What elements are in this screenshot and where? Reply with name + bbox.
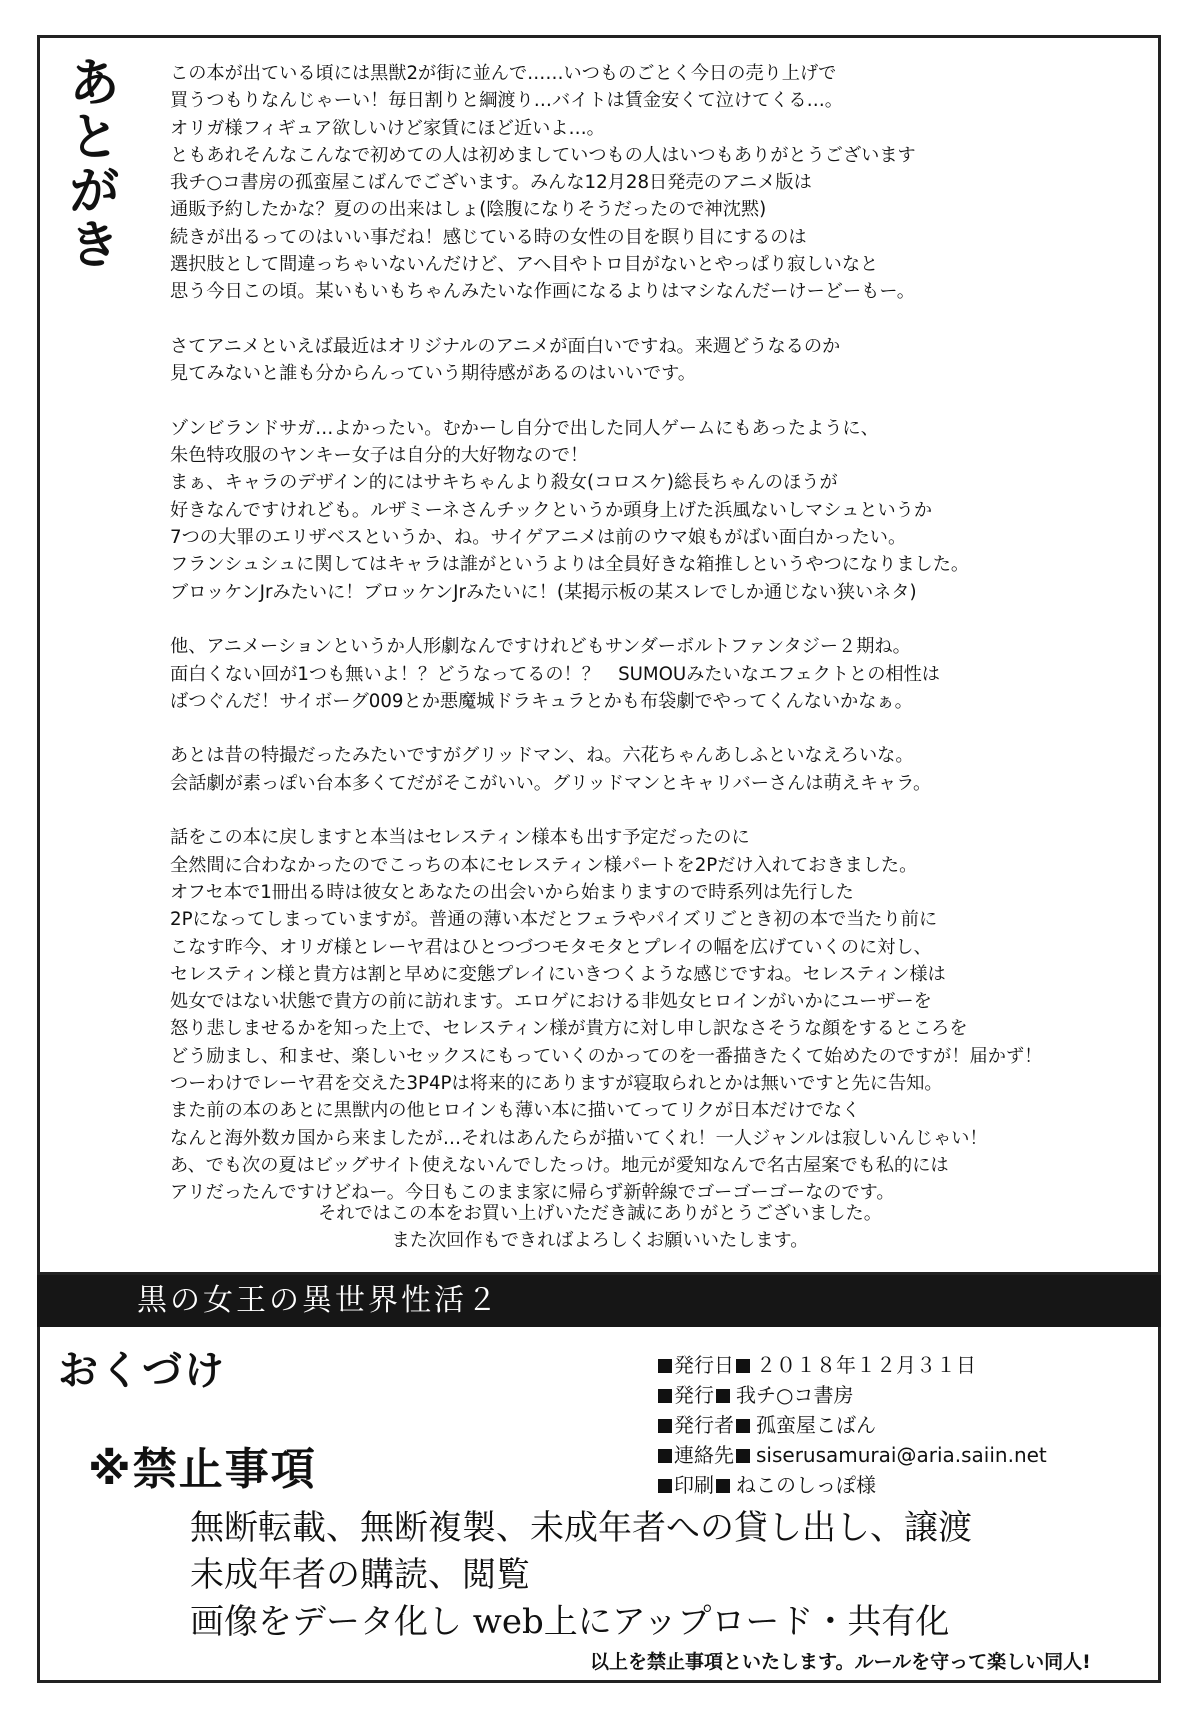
colophon-label: 連絡先 (674, 1443, 734, 1467)
afterword-line: まぁ、キャラのデザイン的にはサキちゃんより殺女(コロスケ)総長ちゃんのほうが (170, 472, 838, 494)
afterword-line: 選択肢として間違っちゃいないんだけど、アヘ目やトロ目がないとやっぱり寂しいなと (170, 254, 879, 276)
afterword-heading: あとがき (59, 55, 119, 271)
square-bullet-icon (658, 1389, 672, 1403)
afterword-line: 好きなんですけれども。ルザミーネさんチックというか頭身上げた浜風ないしマシュというか (170, 499, 933, 521)
afterword-line: どう励まし、和ませ、楽しいセックスにもっていくのかってのを一番描きたくて始めたのですが！届かず！ (170, 1045, 1043, 1067)
afterword-line: オリガ様フィギュア欲しいけど家賃にほど近いよ…。 (170, 117, 605, 139)
afterword-line: 面白くない回が1つも無いよ！？どうなってるの！？ SUMOUみたいなエフェクトとの相性は (170, 663, 940, 685)
afterword-blank-line (170, 306, 1120, 333)
afterword-line: 怒り悲しませるかを知った上で、セレスティン様が貴方に対し申し訳なさそうな顔をするところを (170, 1018, 968, 1040)
afterword-line: ブロッケンJrみたいに！ブロッケンJrみたいに！(某掲示板の某スレでしか通じない狭いネタ) (170, 581, 917, 603)
square-bullet-icon (658, 1479, 672, 1493)
afterword-line: 見てみないと誰も分からんっていう期待感があるのはいいです。 (170, 363, 696, 385)
afterword-blank-line (170, 606, 1120, 633)
afterword-line: 続きが出るってのはいい事だね！感じている時の女性の目を瞑り目にするのは (170, 226, 807, 248)
footer-note: 以上を禁止事項といたします。ルールを守って楽しい同人! (590, 1651, 1091, 1673)
square-bullet-icon (736, 1359, 750, 1373)
afterword-line: つーわけでレーヤ君を交えた3P4Pは将来的にありますが寝取られとかは無いですと先に告知。 (170, 1072, 943, 1094)
colophon-item (658, 1410, 1047, 1440)
colophon-value: siserusamurai@aria.saiin.net (756, 1443, 1047, 1467)
afterword-line: 話をこの本に戻しますと本当はセレスティン様本も出す予定だったのに (170, 827, 750, 849)
closing-line: それではこの本をお買い上げいただき誠にありがとうございました。 (318, 1203, 882, 1224)
colophon-list (658, 1350, 1047, 1500)
afterword-line: あとは昔の特撮だったみたいですがグリッドマン、ね。六花ちゃんあしふといなえろいな。 (170, 745, 914, 767)
colophon-item (658, 1470, 1047, 1500)
afterword-line: この本が出ている頃には黒獣2が街に並んで……いつものごとく今日の売り上げで (170, 63, 837, 84)
afterword-blank-line (170, 715, 1120, 742)
square-bullet-icon (658, 1419, 672, 1433)
colophon-item (658, 1440, 1047, 1470)
colophon-label: 発行 (674, 1383, 714, 1407)
square-bullet-icon (736, 1419, 750, 1433)
colophon-value: ２０１８年１２月３１日 (756, 1353, 976, 1377)
afterword-blank-line (170, 388, 1120, 415)
afterword-line: セレスティン様と貴方は割と早めに変態プレイにいきつくような感じですね。セレスティン様は (170, 963, 946, 985)
afterword-line: 2Pになってしまっていますが。普通の薄い本だとフェラやパイズリごとき初の本で当たり前に (170, 909, 938, 931)
afterword-line: 通販予約したかな？夏のの出来はしょ(陰腹になりそうだったので神沈黙) (170, 199, 767, 221)
prohibited-heading: ※禁止事項 (88, 1444, 317, 1495)
book-title: 黒の女王の異世界性活２ (137, 1283, 500, 1318)
colophon-value: 孤蛮屋こばん (756, 1413, 876, 1437)
prohibited-item: 未成年者の購読、閲覧 (190, 1555, 530, 1595)
afterword-line: オフセ本で1冊出る時は彼女とあなたの出会いから始まりますので時系列は先行した (170, 881, 854, 903)
colophon-item (658, 1380, 1047, 1410)
afterword-line: 買うつもりなんじゃーい！毎日割りと綱渡り…バイトは賃金安くて泣けてくる…。 (170, 90, 843, 112)
afterword-line: 思う今日この頃。某いもいもちゃんみたいな作画になるよりはマシなんだーけーどーもー。 (170, 281, 915, 303)
square-bullet-icon (716, 1389, 730, 1403)
afterword-closing (0, 1200, 1200, 1254)
colophon-value: 我チ○コ書房 (736, 1383, 854, 1407)
square-bullet-icon (658, 1449, 672, 1463)
afterword-line: なんと海外数カ国から来ましたが…それはあんたらが描いてくれ！一人ジャンルは寂しいんじゃい！ (170, 1127, 988, 1149)
afterword-line: あ、でも次の夏はビッグサイト使えないんでしたっけ。地元が愛知なんで名古屋案でも私的には (170, 1154, 949, 1176)
colophon-label: 発行者 (674, 1413, 734, 1437)
book-title-bar (37, 1275, 1161, 1327)
square-bullet-icon (658, 1359, 672, 1373)
afterword-line: フランシュシュに関してはキャラは誰がというよりは全員好きな箱推しというやつになりました。 (170, 554, 970, 576)
afterword-line: ゾンビランドサガ…よかったい。むかーし自分で出した同人ゲームにもあったように、 (170, 417, 879, 439)
afterword-line: 7つの大罪のエリザベスというか、ね。サイゲアニメは前のウマ娘もがばい面白かったい。 (170, 527, 907, 549)
afterword-line: また前の本のあとに黒獣内の他ヒロインも薄い本に描いてってリクが日本だけでなく (170, 1100, 861, 1122)
afterword-line: 我チ○コ書房の孤蛮屋こばんでございます。みんな12月28日発売のアニメ版は (170, 172, 812, 194)
afterword-line: ともあれそんなこんなで初めての人は初めましていつもの人はいつもありがとうございます (170, 144, 916, 166)
prohibited-list (190, 1505, 972, 1646)
colophon-heading: おくづけ (58, 1348, 226, 1394)
prohibited-item: 無断転載、無断複製、未成年者への貸し出し、譲渡 (190, 1508, 972, 1548)
square-bullet-icon (736, 1449, 750, 1463)
afterword-line: 処女ではない状態で貴方の前に訪れます。エロゲにおける非処女ヒロインがいかにユーザーを (170, 991, 932, 1013)
afterword-line: 全然間に合わなかったのでこっちの本にセレスティン様パートを2Pだけ入れておきました。 (170, 854, 918, 876)
prohibited-item: 画像をデータ化し web上にアップロード・共有化 (190, 1602, 950, 1642)
afterword-line: 他、アニメーションというか人形劇なんですけれどもサンダーボルトファンタジー２期ね。 (170, 636, 911, 658)
colophon-label: 発行日 (674, 1353, 734, 1377)
colophon-value: ねこのしっぽ様 (736, 1473, 876, 1497)
square-bullet-icon (716, 1479, 730, 1493)
closing-line: また次回作もできればよろしくお願いいたします。 (391, 1230, 809, 1251)
afterword-line: アリだったんですけどねー。今日もこのまま家に帰らず新幹線でゴーゴーゴーなのです。 (170, 1182, 895, 1204)
afterword-line: さてアニメといえば最近はオリジナルのアニメが面白いですね。来週どうなるのか (170, 335, 841, 357)
colophon-label: 印刷 (674, 1473, 714, 1497)
colophon-item (658, 1350, 1047, 1380)
afterword-blank-line (170, 797, 1120, 824)
afterword-line: こなす昨今、オリガ様とレーヤ君はひとつづつモタモタとプレイの幅を広げていくのに対し、 (170, 936, 932, 958)
afterword-line: 朱色特攻服のヤンキー女子は自分的大好物なので！ (170, 445, 589, 467)
afterword-body (170, 60, 1120, 1206)
afterword-line: 会話劇が素っぽい台本多くてだがそこがいい。グリッドマンとキャリバーさんは萌えキャラ。 (170, 772, 932, 794)
afterword-line: ばつぐんだ！サイボーグ009とか悪魔城ドラキュラとかも布袋劇でやってくんないかなぁ。 (170, 690, 913, 712)
